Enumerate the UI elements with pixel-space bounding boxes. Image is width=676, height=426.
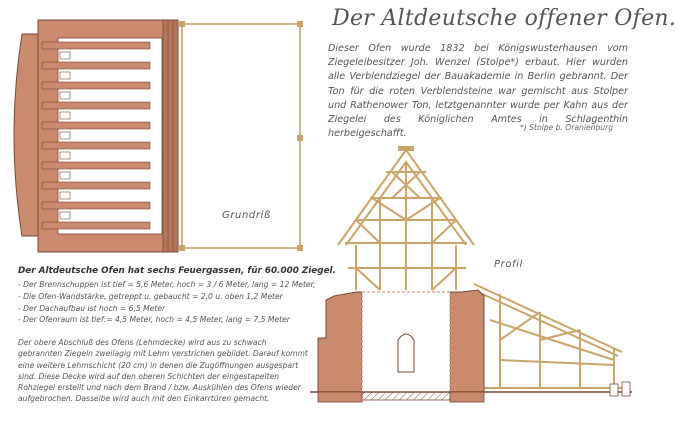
footnote: *) Stolpe b. Oranienburg	[520, 123, 614, 132]
spec-item: - Die Ofen-Wandstärke, getreppt u. gebaucht = 2,0 u. oben 1,2 Meter	[18, 291, 283, 301]
spec-item: - Der Brennschuppen ist tief = 5,6 Meter, hoch = 3 / 6 Meter, lang = 12 Meter,	[18, 280, 316, 289]
specs-heading: Der Altdeutsche Ofen hat sechs Feuergassen, für 60.000 Ziegel.	[18, 266, 336, 276]
page-title: Der Altdeutsche offener Ofen.	[332, 6, 676, 31]
profile-floor-hatch	[362, 392, 450, 400]
profile-label: Profil	[494, 259, 523, 270]
profile-kiln-right-wall	[450, 290, 484, 392]
intro-text: Dieser Ofen wurde 1832 bei Königswusterhausen vom Ziegeleibesitzer Joh. Wenzel (Stolpe*) erbaut. Hier wurden alle Verblendziegel der Bauakademie in Berlin gebrannt. Der Ton für die roten Verblendsteine war gemischt aus Stolper und Rathenower Ton, letztgenannter wurde per Kahn aus der Ziegelei des Königlichen Amtes in Schlagenthin herbeigeschafft.	[328, 43, 628, 140]
construction-notes: Der obere Abschluß des Ofens (Lehmdecke) wird aus zu schwach gebrannten Ziegeln zweilagig mit Lehm verstrichen gebildet. Darauf kommt eine weitere Lehmschicht (20 cm) in denen die Zugöffnungen ausgespart sind. Diese Decke wird auf den oberen Schichten der eingestapelten Rohziegel erstellt und nach dem Brand / bzw. Auskühlen des Ofens wieder aufgebrochen. Dasselbe wird auch mit den Einkarrtüren gemacht.	[18, 338, 308, 404]
profile-lean-to-shed	[474, 284, 630, 390]
plan-left-curved-end	[14, 34, 38, 236]
plan-label: Grundriß	[222, 210, 271, 221]
profile-roof-frame	[338, 150, 474, 290]
profile-kiln-door	[398, 334, 414, 372]
spec-item: - Der Dachaufbau ist hoch = 6,5 Meter	[18, 303, 166, 313]
profile-section	[310, 146, 632, 402]
profile-kiln-left-wall	[318, 292, 362, 392]
specs-list	[18, 279, 315, 326]
spec-item: - Der Ofenraum ist tief:= 4,5 Meter, hoch = 4,5 Meter, lang = 7,5 Meter	[18, 315, 290, 325]
